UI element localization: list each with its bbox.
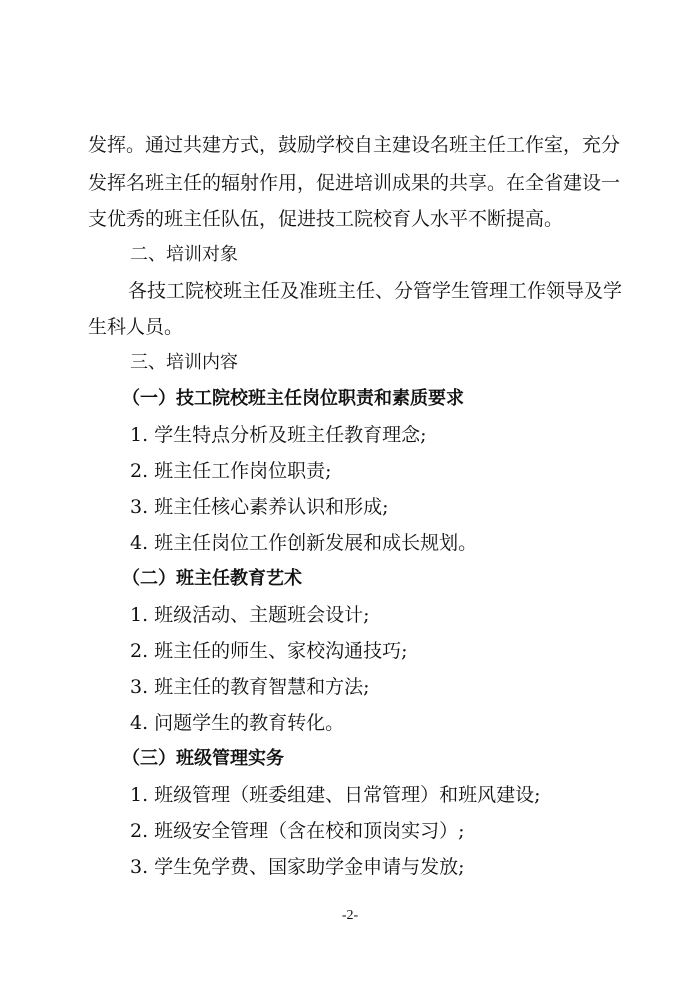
intro-line-2: 发挥名班主任的辐射作用，促进培训成果的共享。在全省建设一	[88, 172, 621, 194]
part-3-item-3: 3. 学生免学费、国家助学金申请与发放;	[130, 856, 465, 878]
part-3-heading: （三）班级管理实务	[122, 748, 284, 769]
intro-line-1: 发挥。通过共建方式，鼓励学校自主建设名班主任工作室，充分	[88, 134, 621, 156]
section-2-line-2: 生科人员。	[88, 316, 184, 338]
part-1-item-1: 1. 学生特点分析及班主任教育理念;	[130, 424, 427, 446]
part-1-heading: （一）技工院校班主任岗位职责和素质要求	[122, 388, 464, 409]
intro-line-3: 支优秀的班主任队伍，促进技工院校育人水平不断提高。	[88, 208, 564, 230]
part-2-item-2: 2. 班主任的师生、家校沟通技巧;	[130, 640, 408, 662]
part-3-item-1: 1. 班级管理（班委组建、日常管理）和班风建设;	[130, 784, 541, 806]
part-1-item-4: 4. 班主任岗位工作创新发展和成长规划。	[130, 532, 478, 554]
section-3-heading: 三、培训内容	[130, 352, 238, 373]
section-2-line-1: 各技工院校班主任及准班主任、分管学生管理工作领导及学	[128, 280, 623, 302]
section-2-heading: 二、培训对象	[130, 244, 238, 265]
part-2-item-3: 3. 班主任的教育智慧和方法;	[130, 676, 370, 698]
part-3-item-2: 2. 班级安全管理（含在校和顶岗实习）;	[130, 820, 465, 842]
part-2-item-4: 4. 问题学生的教育转化。	[130, 712, 345, 734]
part-2-item-1: 1. 班级活动、主题班会设计;	[130, 604, 370, 626]
part-2-heading: （二）班主任教育艺术	[122, 568, 302, 589]
part-1-item-2: 2. 班主任工作岗位职责;	[130, 460, 332, 482]
part-1-item-3: 3. 班主任核心素养认识和形成;	[130, 496, 389, 518]
page-number: -2-	[341, 908, 359, 923]
